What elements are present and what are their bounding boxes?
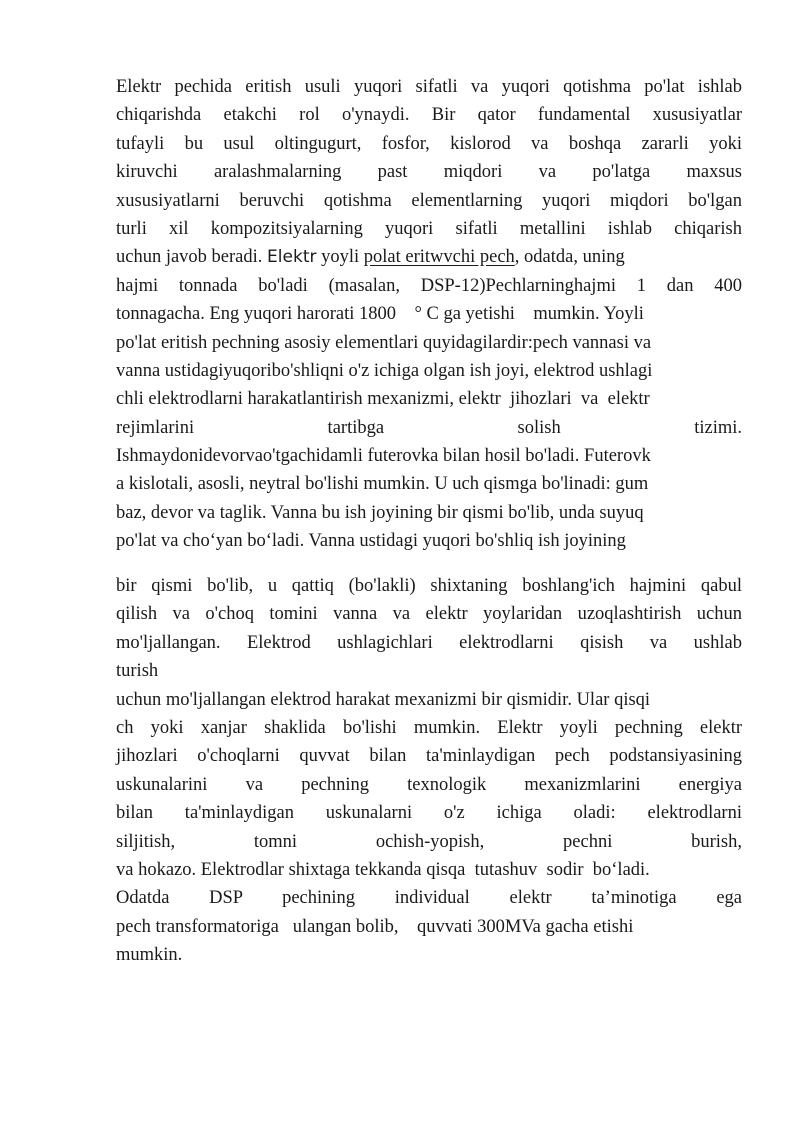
paragraph-block-2 xyxy=(116,572,742,969)
text-line: baz, devor va taglik. Vanna bu ish joyining bir qismi bo'lib, unda suyuq xyxy=(116,502,644,523)
text-line: va hokazo. Elektrodlar shixtaga tekkanda qisqa tutashuv sodir bo‘ladi. xyxy=(116,859,650,880)
text-line: mo'ljallangan. Elektrod ushlagichlari elektrodlarni qisish va ushlab xyxy=(116,632,742,653)
text-line: qilish va o'choq tomini vanna va elektr yoylaridan uzoqlashtirish uchun xyxy=(116,604,742,625)
paragraph-block-1 xyxy=(116,73,742,556)
text-line: po'lat eritish pechning asosiy elementlari quyidagilardir:pech vannasi va xyxy=(116,332,652,353)
text-line: rejimlarini tartibga solish tizimi. xyxy=(116,417,742,438)
text-segment: , odatda, uning xyxy=(514,247,625,268)
text-line: siljitish, tomni ochish-yopish, pechni burish, xyxy=(116,831,742,852)
underlined-link-text[interactable]: polat eritwvchi pech xyxy=(363,247,515,268)
text-segment: uchun javob beradi. xyxy=(116,247,268,268)
text-line: pech transformatoriga ulangan bolib, quvvati 300MVa gacha etishi xyxy=(116,916,634,937)
text-line: Elektr pechida eritish usuli yuqori sifatli va yuqori qotishma po'lat ishlab xyxy=(116,77,742,97)
text-line: tufayli bu usul oltingugurt, fosfor, kislorod va boshqa zararli yoki xyxy=(116,133,742,154)
text-line: jihozlari o'choqlarni quvvat bilan ta'minlaydigan pech podstansiyasining xyxy=(116,746,742,767)
text-line: kiruvchi aralashmalarning past miqdori va po'latga maxsus xyxy=(116,162,742,183)
text-line: uskunalarini va pechning texnologik mexanizmlarini energiya xyxy=(116,774,742,795)
text-line: chiqarishda etakchi rol o'ynaydi. Bir qator fundamental xususiyatlar xyxy=(116,105,742,126)
text-line: mumkin. xyxy=(116,945,183,966)
text-line: vanna ustidagiyuqoribo'shliqni o'z ichiga olgan ish joyi, elektrod ushlagi xyxy=(116,360,653,381)
text-line: a kislotali, asosli, neytral bo'lishi mumkin. U uch qismga bo'linadi: gum xyxy=(116,474,649,495)
text-line: po'lat va cho‘yan bo‘ladi. Vanna ustidagi yuqori bo'shliq ish joyining xyxy=(116,531,626,552)
text-line: hajmi tonnada bo'ladi (masalan, DSP-12)Pechlarninghajmi 1 dan 400 xyxy=(116,275,742,296)
text-segment: yoyli xyxy=(316,247,364,268)
text-line: ch yoki xanjar shaklida bo'lishi mumkin. Elektr yoyli pechning elektr xyxy=(116,717,742,738)
text-line: xususiyatlarni beruvchi qotishma elementlarning yuqori miqdori bo'lgan xyxy=(116,190,742,211)
text-line: Ishmaydonidevorvao'tgachidamli futerovka bilan hosil bo'ladi. Futerovk xyxy=(116,446,651,467)
text-line: uchun mo'ljallangan elektrod harakat mexanizmi bir qismidir. Ular qisqi xyxy=(116,689,651,710)
text-line: bilan ta'minlaydigan uskunalarni o'z ichiga oladi: elektrodlarni xyxy=(116,803,742,824)
text-line: tonnagacha. Eng yuqori harorati 1800 ° C ga yetishi mumkin. Yoyli xyxy=(116,304,644,325)
text-line: chli elektrodlarni harakatlantirish mexanizmi, elektr jihozlari va elektr xyxy=(116,389,650,410)
sans-word: Elektr xyxy=(267,247,317,268)
text-line: Odatda DSP pechining individual elektr ta’minotiga ega xyxy=(116,888,742,909)
text-line: turli xil kompozitsiyalarning yuqori sifatli metallini ishlab chiqarish xyxy=(116,218,742,239)
text-line: bir qismi bo'lib, u qattiq (bo'lakli) shixtaning boshlang'ich hajmini qabul xyxy=(116,576,742,596)
text-line-with-link xyxy=(116,243,742,271)
text-line: turish xyxy=(116,661,159,682)
